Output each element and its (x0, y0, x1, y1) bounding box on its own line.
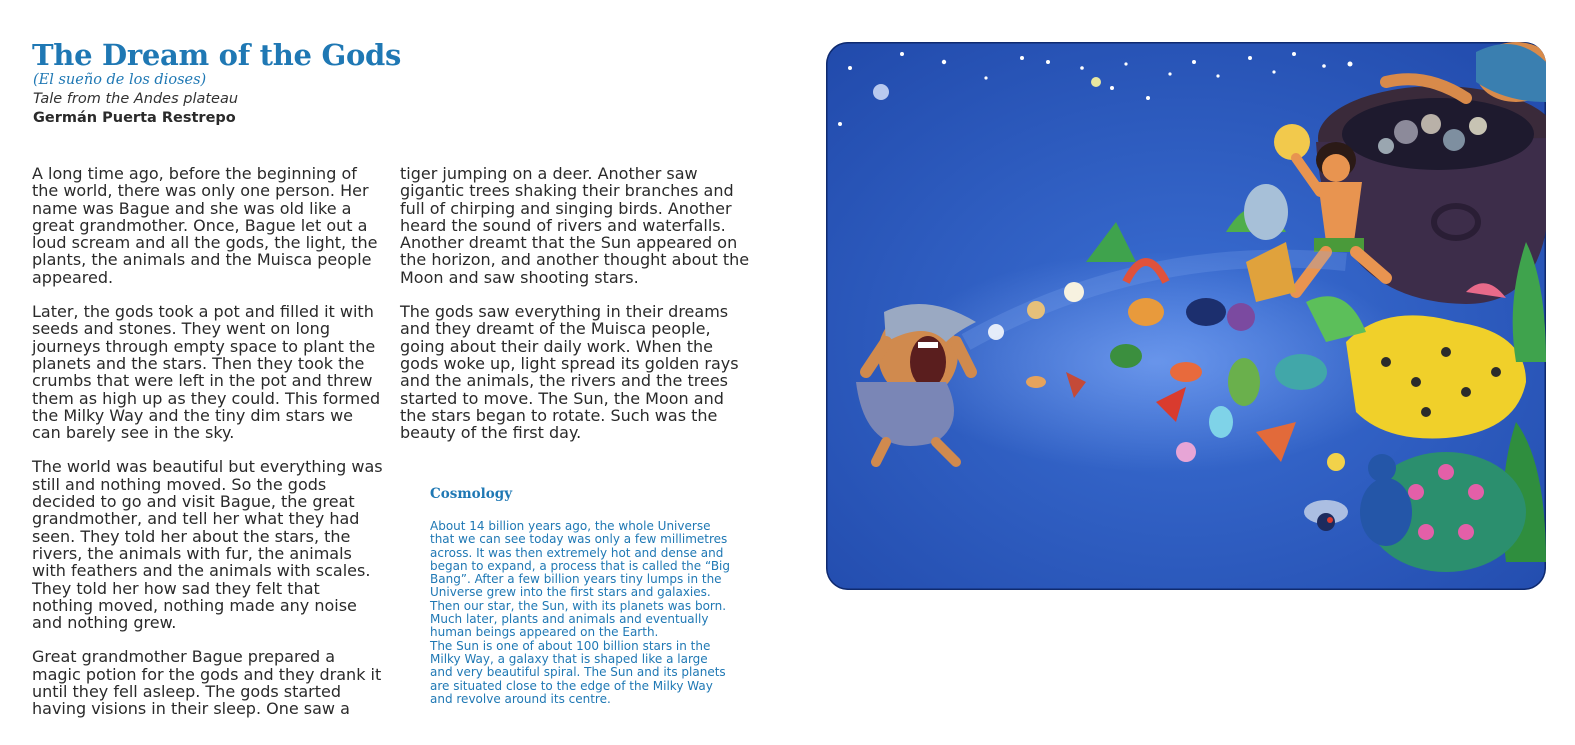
star-icon (1348, 62, 1353, 67)
bush-icon (1244, 184, 1288, 240)
dream-illustration (826, 42, 1546, 590)
jellyfish-icon (1209, 406, 1233, 438)
story-paragraph: tiger jumping on a deer. Another saw gigantic trees shaking their branches and full of chirping and singing birds. Another heard the sound of rivers and waterfalls. Another dreamt that the Sun appeared on the horizon, and another thought about the Moon and saw shooting stars. (400, 164, 750, 287)
star-icon (1020, 56, 1024, 60)
star-icon (1292, 52, 1296, 56)
star-icon (1110, 86, 1114, 90)
lizard-icon (1128, 298, 1164, 326)
star-icon (942, 60, 946, 64)
star-icon (1322, 64, 1326, 68)
story-paragraph: Great grandmother Bague prepared a magic potion for the gods and they drank it until they fell asleep. The gods started having visions in their sleep. One saw a (32, 647, 382, 719)
butterfly-icon (1327, 453, 1345, 471)
cosmology-paragraph: About 14 billion years ago, the whole Universe that we can see today was only a few millimetres across. It was then extremely hot and dense and began to expand, a process that is called the “Big Bang”. After a few billion years tiny lumps in the Universe grew into the first stars and galaxies. Then our star, the Sun, with its planets was born. Much later, plants and animals and eventually human beings appeared on the Earth. (430, 519, 730, 640)
star-icon (1216, 74, 1219, 77)
fish-icon (1275, 354, 1327, 390)
tale-origin: Tale from the Andes plateau (33, 91, 239, 107)
star-icon (1146, 96, 1150, 100)
star-icon (1080, 66, 1084, 70)
cosmology-paragraph: The Sun is one of about 100 billion stars in the Milky Way, a galaxy that is shaped like a large and very beautiful spiral. The Sun and its planets are situated close to the edge of the Milky Way and revolve around its centre. (430, 638, 726, 706)
bull-icon (1186, 298, 1226, 326)
flower-icon (1176, 442, 1196, 462)
monkey-icon (1026, 376, 1046, 388)
cosmology-heading: Cosmology (430, 486, 513, 502)
story-paragraph: Later, the gods took a pot and filled it with seeds and stones. They went on long journeys through empty space to plant the planets and the stars. Then they took the crumbs that were left in the pot and threw them as high up as they could. This formed the Milky Way and the tiny dim stars we can barely see in the sky. (32, 302, 381, 443)
dream-glow (896, 252, 1416, 472)
star-icon (1248, 56, 1252, 60)
moon-icon (873, 84, 889, 100)
star-icon (900, 52, 904, 56)
flower-icon (1064, 282, 1084, 302)
page-title: The Dream of the Gods (32, 38, 402, 72)
star-icon (1272, 70, 1275, 73)
story-column-2 (400, 165, 752, 458)
snail-icon (1027, 301, 1045, 319)
turtle-icon (1110, 344, 1142, 368)
star-icon (984, 76, 987, 79)
star-icon (1192, 60, 1196, 64)
flower-icon (988, 324, 1004, 340)
star-icon (1124, 62, 1127, 65)
author-name: Germán Puerta Restrepo (33, 110, 236, 126)
fish-icon (1170, 362, 1202, 382)
star-icon (838, 122, 842, 126)
star-icon (1168, 72, 1171, 75)
grapes-icon (1227, 303, 1255, 331)
star-icon (848, 66, 852, 70)
cosmology-text (430, 520, 730, 706)
cactus-icon (1228, 358, 1260, 406)
story-paragraph: A long time ago, before the beginning of the world, there was only one person. Her name was Bague and she was old like a great grandmother. Once, Bague let out a loud scream and all the gods, the light, the plants, the animals and the Muisca people appeared. (32, 164, 378, 287)
illustration-svg (826, 42, 1546, 590)
star-icon (1046, 60, 1050, 64)
planet-icon (1091, 77, 1101, 87)
sun-icon (1274, 124, 1310, 160)
story-paragraph: The world was beautiful but everything was still and nothing moved. So the gods decided to go and visit Bague, the great grandmother, and tell her what they had seen. They told her about the stars, the rivers, the animals with fur, the animals with feathers and the animals with scales. They told her how sad they felt that nothing moved, nothing made any noise and nothing grew. (32, 457, 383, 633)
page-subtitle: (El sueño de los dioses) (33, 72, 207, 88)
story-column-1 (32, 165, 384, 735)
story-paragraph: The gods saw everything in their dreams and they dreamt of the Muisca people, going about their daily work. When the gods woke up, light spread its golden rays and the animals, the rivers and the trees started to move. The Sun, the Moon and the stars began to rotate. Such was the beauty of the first day. (400, 302, 739, 443)
